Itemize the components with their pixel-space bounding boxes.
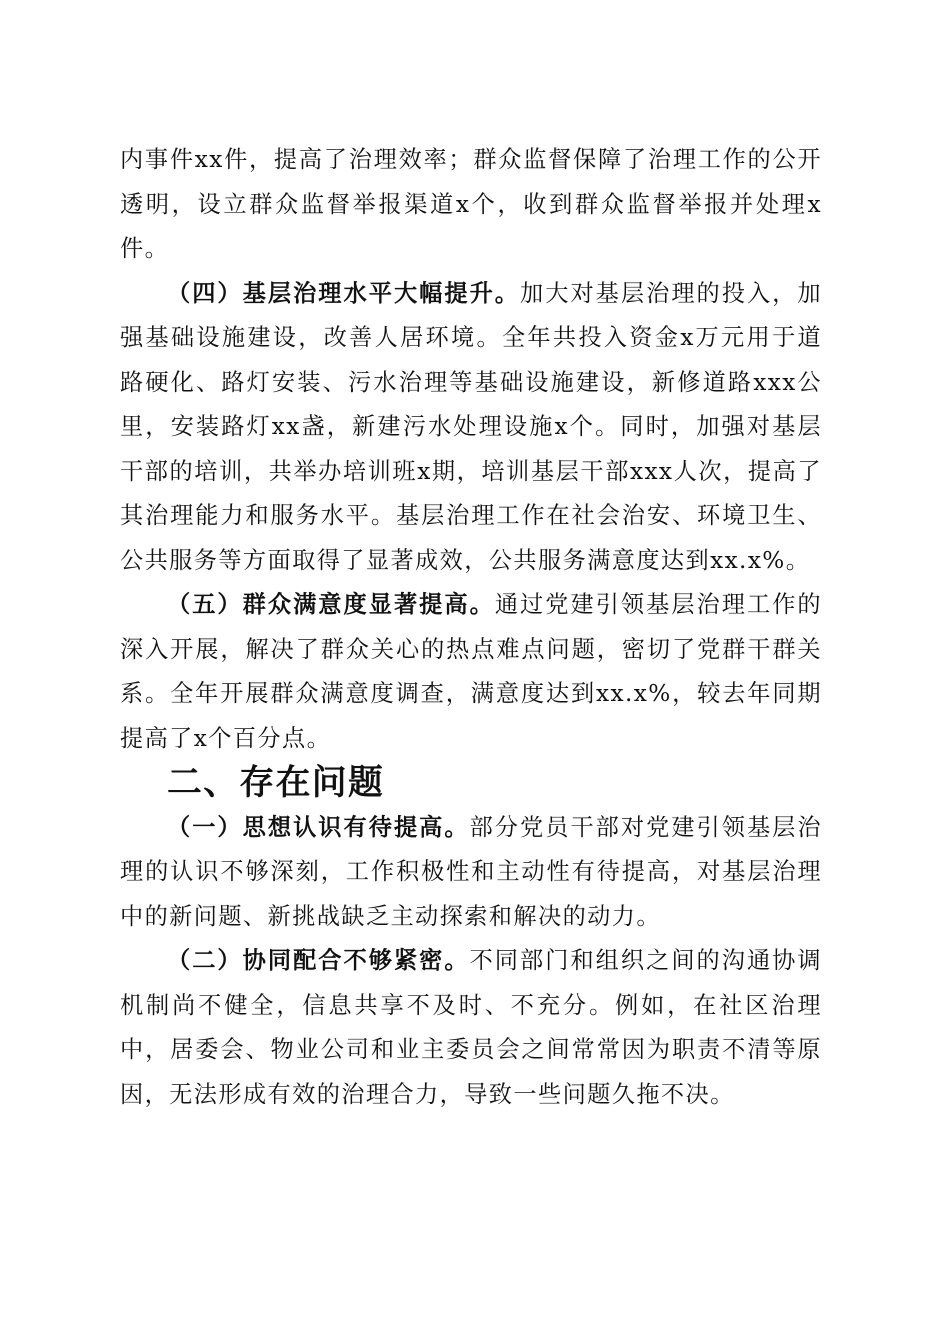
paragraph-governance-level [120,272,822,584]
paragraph-continuation [120,138,822,272]
paragraph-text: 内事件xx件，提高了治理效率；群众监督保障了治理工作的公开透明，设立群众监督举报渠道x个，收到群众监督举报并处理x件。 [120,146,822,262]
document-page [120,138,822,1117]
paragraph-text: 不同部门和组织之间的沟通协调机制尚不健全，信息共享不及时、不充分。例如，在社区治理中，居委会、物业公司和业主委员会之间常常因为职责不清等原因，无法形成有效的治理合力，导致一些问题久拖不决。 [120,947,822,1108]
paragraph-coordination [120,939,822,1117]
paragraph-lead: （二）协同配合不够紧密。 [167,947,470,974]
paragraph-awareness [120,806,822,940]
paragraph-lead: （一）思想认识有待提高。 [167,813,470,841]
paragraph-lead: （四）基层治理水平大幅提升。 [167,279,521,307]
paragraph-text: 通过党建引领基层治理工作的深入开展，解决了群众关心的热点难点问题，密切了党群干群关系。全年开展群众满意度调查，满意度达到xx.x%，较去年同期提高了x个百分点。 [120,591,822,752]
paragraph-lead: （五）群众满意度显著提高。 [167,591,495,618]
paragraph-text: 加大对基层治理的投入，加强基础设施建设，改善人居环境。全年共投入资金x万元用于道路硬化、路灯安装、污水治理等基础设施建设，新修道路xxx公里，安装路灯xx盏，新建污水处理设施x个。同时，加强对基层干部的培训，共举办培训班x期，培训基层干部xxx人次，提高了其治理能力和服务水平。基层治理工作在社会治安、环境卫生、公共服务等方面取得了显著成效，公共服务满意度达到xx.x%。 [120,279,822,574]
paragraph-text: 部分党员干部对党建引领基层治理的认识不够深刻，工作积极性和主动性有待提高，对基层治理中的新问题、新挑战缺乏主动探索和解决的动力。 [120,813,822,930]
paragraph-public-satisfaction [120,583,822,761]
section-heading-problems: 二、存在问题 [167,763,385,803]
